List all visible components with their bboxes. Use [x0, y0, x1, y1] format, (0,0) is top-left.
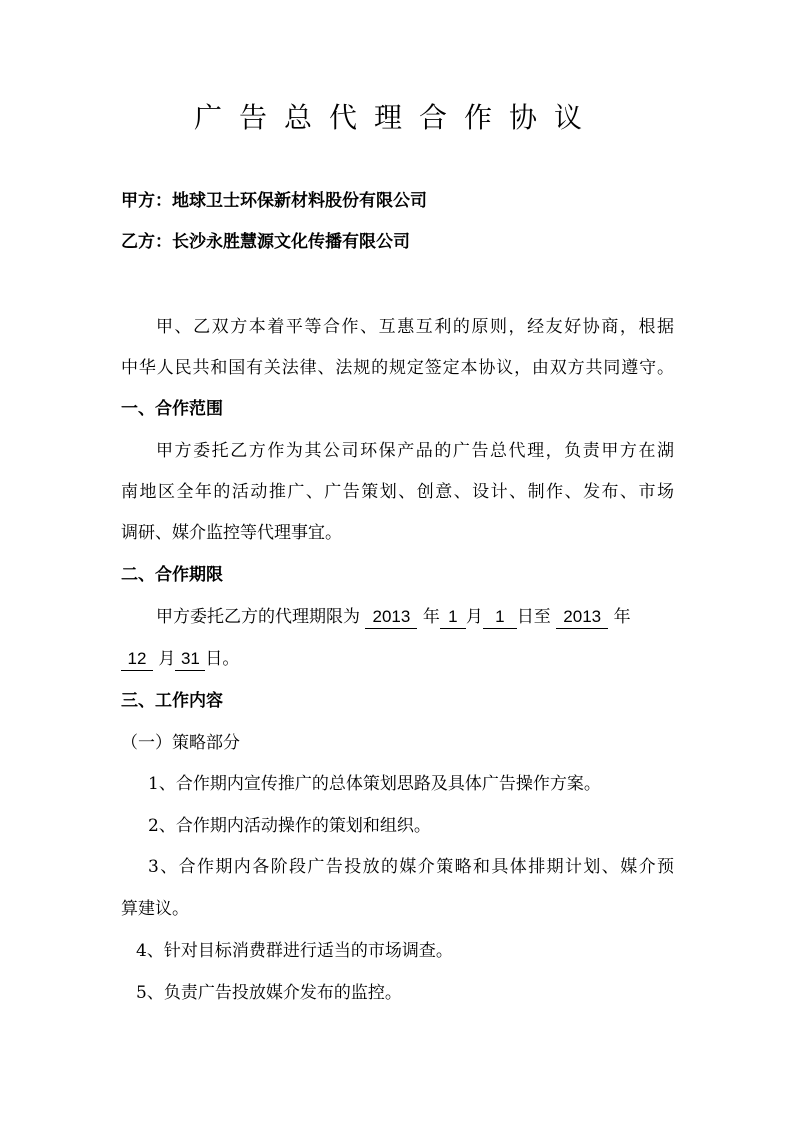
term-line-2	[121, 648, 239, 671]
start-month-field: 1	[440, 606, 466, 629]
end-day-field: 31	[175, 648, 205, 671]
term-line-1	[156, 606, 631, 629]
start-year-field: 2013	[365, 606, 417, 629]
party-b-name: 长沙永胜慧源文化传播有限公司	[172, 232, 410, 252]
year-char-2: 年	[613, 607, 631, 627]
term-prefix: 甲方委托乙方的代理期限为	[156, 607, 360, 627]
section-1-line-3: 调研、媒介监控等代理事宜。	[121, 523, 342, 543]
item-5: 5、负责广告投放媒介发布的监控。	[136, 983, 402, 1003]
subsection-strategy: （一）策略部分	[121, 733, 240, 753]
day-end: 日。	[205, 649, 240, 669]
month-char-2: 月	[158, 649, 176, 669]
intro-line-2: 中华人民共和国有关法律、法规的规定签定本协议，由双方共同遵守。	[121, 358, 674, 378]
section-2-heading: 二、合作期限	[121, 565, 223, 585]
section-1-heading: 一、合作范围	[121, 399, 223, 419]
start-day-field: 1	[483, 606, 517, 629]
day-to: 日至	[516, 607, 551, 627]
year-char: 年	[422, 607, 440, 627]
party-a-label: 甲方：	[121, 191, 172, 211]
item-4: 4、针对目标消费群进行适当的市场调查。	[136, 941, 453, 961]
section-1-line-2: 南地区全年的活动推广、广告策划、创意、设计、制作、发布、市场	[121, 482, 674, 502]
intro-line-1: 甲、乙双方本着平等合作、互惠互利的原则，经友好协商，根据	[156, 317, 674, 337]
item-3-line-2: 算建议。	[121, 899, 189, 919]
party-a-name: 地球卫士环保新材料股份有限公司	[172, 191, 427, 211]
party-b-label: 乙方：	[121, 232, 172, 252]
end-month-field: 12	[121, 648, 153, 671]
party-b	[121, 231, 410, 253]
item-2: 2、合作期内活动操作的策划和组织。	[148, 816, 431, 836]
month-char: 月	[465, 607, 483, 627]
end-year-field: 2013	[556, 606, 608, 629]
section-1-line-1: 甲方委托乙方作为其公司环保产品的广告总代理，负责甲方在湖	[156, 441, 674, 461]
party-a	[121, 190, 427, 212]
section-3-heading: 三、工作内容	[121, 691, 223, 711]
item-1: 1、合作期内宣传推广的总体策划思路及具体广告操作方案。	[148, 774, 601, 794]
item-3-line-1: 3、合作期内各阶段广告投放的媒介策略和具体排期计划、媒介预	[148, 857, 674, 877]
document-title: 广告总代理合作协议	[193, 101, 599, 134]
